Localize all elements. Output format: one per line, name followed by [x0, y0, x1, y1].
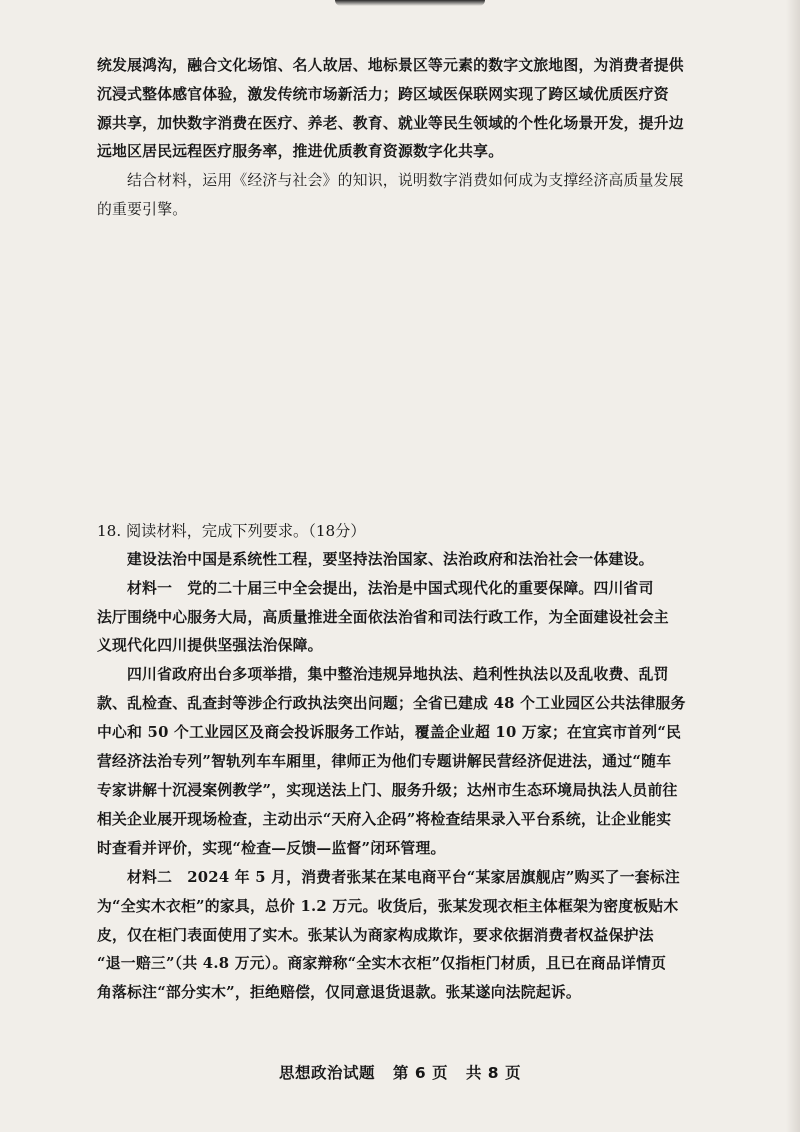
material-1-paragraph-line: 营经济法治专列”智轨列车车厢里，律师正为他们专题讲解民营经济促进法，通过“随车	[97, 753, 672, 770]
material-2-line: 材料二 2024 年 5 月，消费者张某在某电商平台“某家居旗舰店”购买了一套标注	[127, 869, 680, 886]
passage-line: 源共享，加快数字消费在医疗、养老、教育、就业等民生领域的个性化场景开发，提升边	[97, 115, 684, 132]
material-1-line: 义现代化四川提供坚强法治保障。	[97, 637, 323, 654]
material-1-line: 材料一 党的二十届三中全会提出，法治是中国式现代化的重要保障。四川省司	[127, 580, 654, 597]
material-1-paragraph-line: 四川省政府出台多项举措，集中整治违规异地执法、趋利性执法以及乱收费、乱罚	[127, 666, 669, 683]
footer-subject: 思想政治试题	[279, 1064, 376, 1082]
material-2-line: 为“全实木衣柜”的家具，总价 1.2 万元。收货后，张某发现衣柜主体框架为密度板贴木	[97, 898, 679, 915]
material-1-paragraph-line: 专家讲解十沉浸案例教学”，实现送法上门、服务升级；达州市生态环境局执法人员前往	[97, 782, 678, 799]
question-prompt-line: 的重要引擎。	[97, 201, 188, 218]
page-footer	[0, 1061, 800, 1083]
scan-side-shadow	[786, 0, 800, 1132]
passage-line: 沉浸式整体感官体验，激发传统市场新活力；跨区域医保联网实现了跨区域优质医疗资	[97, 86, 669, 103]
question-18-header: 18. 阅读材料，完成下列要求。（18分）	[97, 522, 366, 540]
material-2-line: “退一赔三”（共 4.8 万元）。商家辩称“全实木衣柜”仅指柜门材质，且已在商品详情页	[97, 955, 667, 972]
footer-page-total: 共 8 页	[465, 1064, 521, 1082]
footer-page-number: 第 6 页	[392, 1064, 448, 1082]
question-18-intro: 建设法治中国是系统性工程，要坚持法治国家、法治政府和法治社会一体建设。	[127, 551, 654, 568]
material-2-line: 皮，仅在柜门表面使用了实木。张某认为商家构成欺诈，要求依据消费者权益保护法	[97, 927, 654, 944]
material-1-line: 法厅围绕中心服务大局，高质量推进全面依法治省和司法行政工作，为全面建设社会主	[97, 609, 669, 626]
passage-line: 统发展鸿沟，融合文化场馆、名人故居、地标景区等元素的数字文旅地图，为消费者提供	[97, 57, 684, 74]
passage-line: 远地区居民远程医疗服务率，推进优质教育资源数字化共享。	[97, 143, 504, 160]
scan-edge-shadow	[335, 0, 485, 6]
question-prompt-line: 结合材料，运用《经济与社会》的知识，说明数字消费如何成为支撑经济高质量发展	[127, 172, 684, 189]
material-1-paragraph-line: 款、乱检查、乱查封等涉企行政执法突出问题；全省已建成 48 个工业园区公共法律服务	[97, 695, 686, 712]
material-1-paragraph-line: 时查看并评价，实现“检查—反馈—监督”闭环管理。	[97, 840, 446, 857]
material-2-line: 角落标注“部分实木”，拒绝赔偿，仅同意退货退款。张某遂向法院起诉。	[97, 984, 581, 1001]
material-1-paragraph-line: 相关企业展开现场检查，主动出示“天府入企码”将检查结果录入平台系统，让企业能实	[97, 811, 672, 828]
material-1-paragraph-line: 中心和 50 个工业园区及商会投诉服务工作站，覆盖企业超 10 万家；在宜宾市首列“民	[97, 724, 682, 741]
